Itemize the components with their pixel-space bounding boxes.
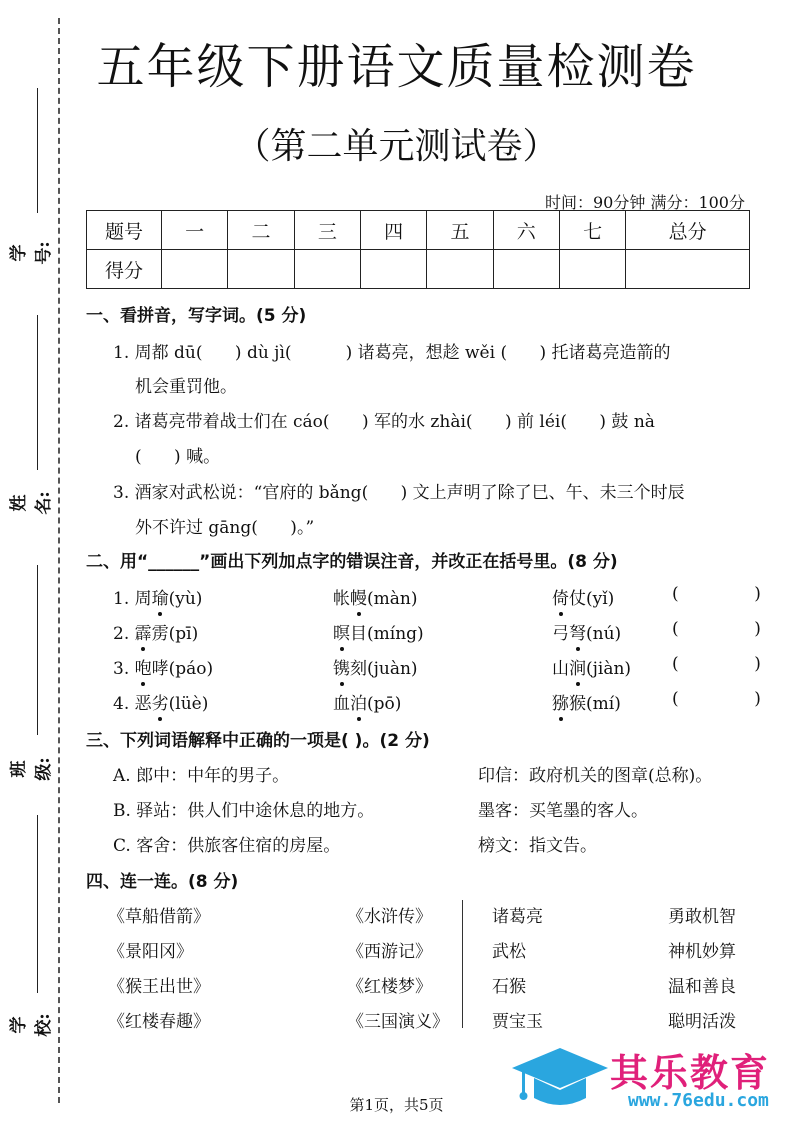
- book-title[interactable]: 《草船借箭》: [108, 907, 210, 927]
- item-text: 弓: [552, 624, 569, 644]
- s1-line: 外不许过 gāng( )。”: [135, 518, 315, 538]
- s2-item-a: [113, 654, 213, 679]
- item-text: 帐: [333, 589, 350, 609]
- s2-item-b: [333, 584, 417, 609]
- score-cell[interactable]: [162, 250, 228, 289]
- score-row-label: 得分: [87, 250, 162, 289]
- s3-option: 榜文：指文告。: [478, 836, 597, 856]
- item-text: (lüè): [168, 694, 209, 714]
- s2-item-b: [333, 654, 418, 679]
- item-text: 2.: [113, 624, 135, 644]
- character-trait[interactable]: 神机妙算: [668, 942, 736, 962]
- item-text: 仗(yǐ): [569, 589, 615, 609]
- s2-item-a: [113, 689, 208, 714]
- section-3-title: 三、下列词语解释中正确的一项是( )。(2 分): [86, 731, 430, 751]
- dotted-char: 镌: [333, 659, 350, 679]
- item-text: (màn): [367, 589, 418, 609]
- score-cell[interactable]: [427, 250, 493, 289]
- binding-dashed-line: [58, 18, 60, 1103]
- novel-title[interactable]: 《三国演义》: [347, 1012, 449, 1032]
- s3-option: A. 郎中：中年的男子。: [113, 766, 290, 786]
- table-header-cell: 二: [228, 211, 294, 250]
- answer-paren[interactable]: ( ): [672, 689, 761, 709]
- item-text: 目(míng): [350, 624, 424, 644]
- character-name[interactable]: 石猴: [492, 977, 526, 997]
- time-info: 时间：90分钟 满分：100分: [545, 193, 745, 212]
- column-divider: [462, 900, 463, 1028]
- table-header-cell: 题号: [87, 211, 162, 250]
- s2-item-b: [333, 689, 401, 714]
- item-text: 哮(páo): [151, 659, 214, 679]
- dotted-char: 泊: [350, 694, 367, 714]
- name-label: 姓名:: [9, 491, 54, 515]
- section-4-title: 四、连一连。(8 分): [86, 872, 239, 892]
- s2-item-c: [552, 619, 621, 644]
- score-cell[interactable]: [294, 250, 360, 289]
- item-text: 血: [333, 694, 350, 714]
- s1-line: 3. 酒家对武松说：“官府的 bǎng( ) 文上声明了除了巳、午、未三个时辰: [113, 483, 685, 503]
- answer-paren[interactable]: ( ): [672, 654, 761, 674]
- character-name[interactable]: 贾宝玉: [492, 1012, 543, 1032]
- score-cell[interactable]: [493, 250, 559, 289]
- item-text: (yù): [168, 589, 203, 609]
- score-cell[interactable]: [360, 250, 426, 289]
- item-text: 刻(juàn): [350, 659, 418, 679]
- table-header-cell: 四: [360, 211, 426, 250]
- dotted-char: 瑜: [151, 589, 169, 609]
- brand-name: 其乐教育: [610, 1051, 771, 1095]
- item-text: 3.: [113, 659, 135, 679]
- table-header-cell: 六: [493, 211, 559, 250]
- item-text: 1. 周: [113, 589, 152, 609]
- s2-item-c: [552, 584, 614, 609]
- dotted-char: 幔: [350, 589, 367, 609]
- s1-line: ( ) 喊。: [135, 447, 221, 467]
- score-cell[interactable]: [228, 250, 294, 289]
- s1-line: 机会重罚他。: [135, 377, 237, 397]
- item-text: (nú): [586, 624, 622, 644]
- school-label: 学校:: [9, 1013, 54, 1037]
- dotted-char: 霹: [134, 624, 152, 644]
- table-header-cell: 三: [294, 211, 360, 250]
- character-trait[interactable]: 勇敢机智: [668, 907, 736, 927]
- table-header-cell: 总分: [626, 211, 750, 250]
- s2-item-b: [333, 619, 424, 644]
- score-cell[interactable]: [559, 250, 625, 289]
- s3-option: C. 客舍：供旅客住宿的房屋。: [113, 836, 341, 856]
- character-trait[interactable]: 聪明活泼: [668, 1012, 736, 1032]
- dotted-char: 涧: [569, 659, 586, 679]
- page-title: 五年级下册语文质量检测卷: [96, 39, 697, 95]
- table-header-cell: 五: [427, 211, 493, 250]
- dotted-char: 猕: [552, 694, 569, 714]
- school-line: [37, 815, 38, 993]
- student-no-label: 学号:: [9, 241, 54, 265]
- item-text: (pō): [367, 694, 402, 714]
- dotted-char: 倚: [552, 589, 569, 609]
- character-name[interactable]: 诸葛亮: [492, 907, 543, 927]
- item-text: 山: [552, 659, 569, 679]
- brand-logo: [510, 1040, 785, 1120]
- answer-paren[interactable]: ( ): [672, 584, 761, 604]
- section-1-title: 一、看拼音，写字词。(5 分): [86, 306, 307, 326]
- answer-paren[interactable]: ( ): [672, 619, 761, 639]
- class-label: 班级:: [9, 757, 54, 781]
- score-table-header-row: [87, 211, 750, 250]
- item-text: 猴(mí): [569, 694, 621, 714]
- s2-item-a: [113, 619, 198, 644]
- item-text: 4. 恶: [113, 694, 152, 714]
- graduation-cap-icon: [510, 1040, 610, 1115]
- book-title[interactable]: 《景阳冈》: [108, 942, 193, 962]
- page-number: 第1页，共5页: [349, 1096, 444, 1114]
- dotted-char: 暝: [333, 624, 350, 644]
- novel-title[interactable]: 《红楼梦》: [347, 977, 432, 997]
- table-header-cell: 一: [162, 211, 228, 250]
- book-title[interactable]: 《红楼春趣》: [108, 1012, 210, 1032]
- s2-item-c: [552, 689, 621, 714]
- s3-option: B. 驿站：供人们中途休息的地方。: [113, 801, 375, 821]
- s1-line: 2. 诸葛亮带着战士们在 cáo( ) 军的水 zhài( ) 前 léi( ) 鼓 nà: [113, 412, 655, 432]
- table-header-cell: 七: [559, 211, 625, 250]
- section-2-title: 二、用“______”画出下列加点字的错误注音，并改正在括号里。(8 分): [86, 552, 618, 572]
- book-title[interactable]: 《猴王出世》: [108, 977, 210, 997]
- s3-option: 印信：政府机关的图章(总称)。: [478, 766, 713, 786]
- s2-item-c: [552, 654, 631, 679]
- novel-title[interactable]: 《西游记》: [347, 942, 432, 962]
- dotted-char: 劣: [151, 694, 169, 714]
- item-text: (jiàn): [586, 659, 632, 679]
- class-line: [37, 565, 38, 735]
- s2-item-a: [113, 584, 202, 609]
- brand-url: www.76edu.com: [628, 1090, 769, 1111]
- dotted-char: 咆: [134, 659, 152, 679]
- novel-title[interactable]: 《水浒传》: [347, 907, 432, 927]
- s3-option: 墨客：买笔墨的客人。: [478, 801, 648, 821]
- s1-line: 1. 周都 dū( ) dù jì( ) 诸葛亮，想趁 wěi ( ) 托诸葛亮造箭的: [113, 343, 671, 363]
- character-name[interactable]: 武松: [492, 942, 526, 962]
- score-table-score-row: [87, 250, 750, 289]
- character-trait[interactable]: 温和善良: [668, 977, 736, 997]
- page-subtitle: （第二单元测试卷）: [234, 126, 559, 167]
- score-table: [86, 210, 750, 289]
- score-cell[interactable]: [626, 250, 750, 289]
- item-text: 雳(pī): [151, 624, 199, 644]
- name-line: [37, 315, 38, 470]
- dotted-char: 弩: [569, 624, 586, 644]
